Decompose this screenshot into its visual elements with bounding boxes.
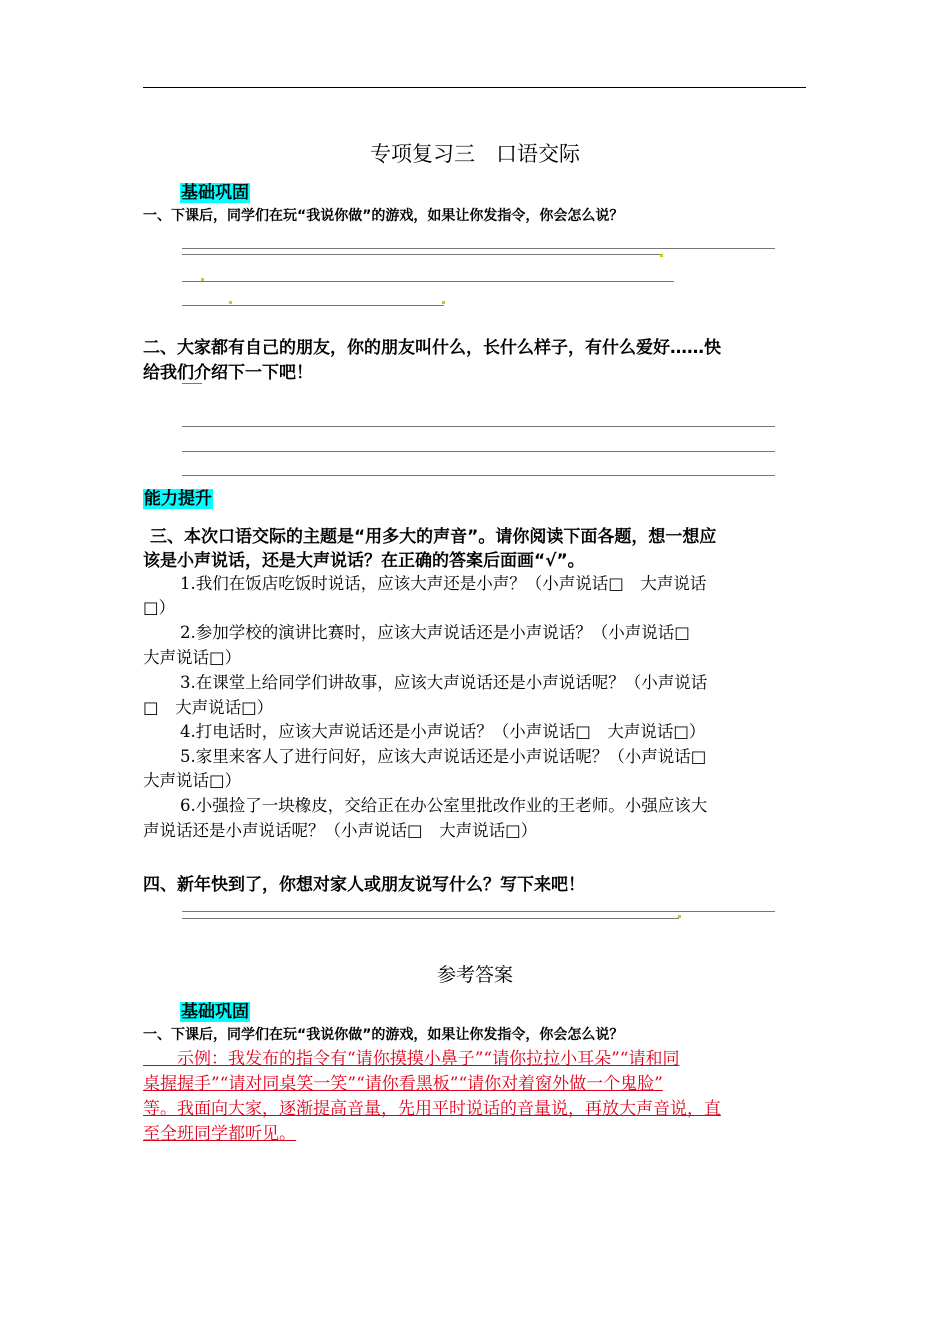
marker-dot xyxy=(201,278,204,281)
answer-line xyxy=(182,305,444,306)
answer-line xyxy=(182,918,679,919)
marker-dot xyxy=(660,254,663,257)
question-3-line-1: 三、本次口语交际的主题是“用多大的声音”。请你阅读下面各题，想一想应 xyxy=(150,527,717,547)
item-1-line-2: □） xyxy=(143,598,176,617)
answer-line-1: 示例：我发布的指令有“请你摸摸小鼻子”“请你拉拉小耳朵”“请和同 xyxy=(143,1049,680,1069)
section-ability-label: 能力提升 xyxy=(144,489,212,509)
answer-line xyxy=(182,475,775,476)
question-4: 四、新年快到了，你想对家人或朋友说写什么？写下来吧！ xyxy=(143,875,585,895)
marker-dot xyxy=(678,915,681,918)
question-3-line-2: 该是小声说话，还是大声说话？在正确的答案后面画“√”。 xyxy=(143,551,585,571)
answers-title: 参考答案 xyxy=(436,964,513,986)
answer-line xyxy=(182,383,202,384)
item-3-line-2: □ 大声说话□） xyxy=(143,698,274,717)
answers-section-basic-heading xyxy=(180,997,250,1022)
answer-line xyxy=(182,451,775,452)
question-2-line-2: 给我们介绍下一下吧！ xyxy=(143,363,313,383)
section-ability-heading xyxy=(143,484,213,509)
marker-dot xyxy=(442,301,445,304)
answer-line xyxy=(182,911,775,912)
marker-dot xyxy=(229,301,232,304)
header-rule xyxy=(143,87,806,88)
page-title: 专项复习三 口语交际 xyxy=(370,142,580,166)
question-2-line-1: 二、大家都有自己的朋友，你的朋友叫什么，长什么样子，有什么爱好……快 xyxy=(143,338,721,358)
item-1-line-1: 1.我们在饭店吃饭时说话，应该大声还是小声？（小声说话□ 大声说话 xyxy=(180,574,707,593)
item-2-line-1: 2.参加学校的演讲比赛时，应该大声说话还是小声说话？（小声说话□ xyxy=(180,623,690,642)
answer-line xyxy=(182,254,662,255)
answers-question-1: 一、下课后，同学们在玩“我说你做”的游戏，如果让你发指令，你会怎么说？ xyxy=(143,1027,624,1043)
item-2-line-2: 大声说话□） xyxy=(143,648,242,667)
answer-line-3: 等。我面向大家，逐渐提高音量，先用平时说话的音量说，再放大声音说，直 xyxy=(143,1099,721,1119)
section-basic-heading xyxy=(180,178,250,203)
answer-line xyxy=(182,281,674,282)
item-6-line-2: 声说话还是小声说话呢？（小声说话□ 大声说话□） xyxy=(143,821,538,840)
item-6-line-1: 6.小强捡了一块橡皮，交给正在办公室里批改作业的王老师。小强应该大 xyxy=(180,796,708,815)
answer-line xyxy=(182,426,775,427)
answers-section-basic-label: 基础巩固 xyxy=(181,1002,249,1022)
answer-line-2: 桌握握手”“请对同桌笑一笑”“请你看黑板”“请你对着窗外做一个鬼脸” xyxy=(143,1074,663,1094)
item-4-line-1: 4.打电话时，应该大声说话还是小声说话？（小声说话□ 大声说话□） xyxy=(180,722,706,741)
section-basic-label: 基础巩固 xyxy=(181,183,249,203)
item-5-line-2: 大声说话□） xyxy=(143,771,242,790)
answer-line xyxy=(182,248,775,249)
answer-line-4: 至全班同学都听见。 xyxy=(143,1124,296,1144)
question-1: 一、下课后，同学们在玩“我说你做”的游戏，如果让你发指令，你会怎么说？ xyxy=(143,208,624,224)
item-3-line-1: 3.在课堂上给同学们讲故事，应该大声说话还是小声说话呢？（小声说话 xyxy=(180,673,708,692)
item-5-line-1: 5.家里来客人了进行问好，应该大声说话还是小声说话呢？（小声说话□ xyxy=(180,747,707,766)
